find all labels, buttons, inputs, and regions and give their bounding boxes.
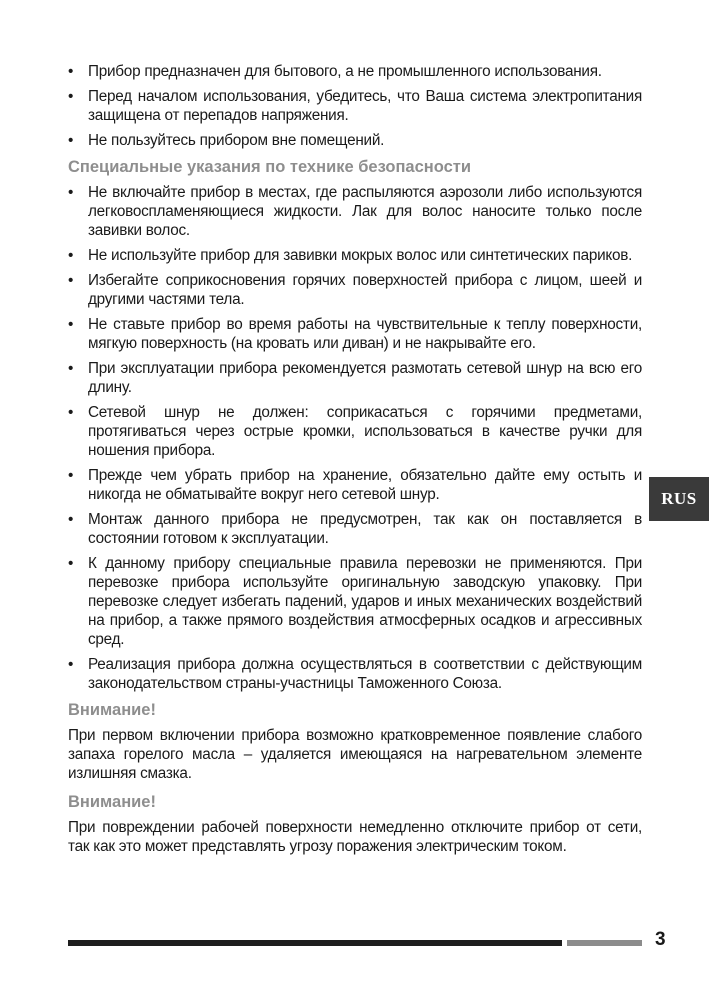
warning-text-1: При первом включении прибора возможно кратковременное появление слабого запаха горелого масла – удаляется имеющаяся на нагревательном элементе излишняя смазка. [68, 727, 642, 782]
general-list [68, 62, 642, 150]
bullet-icon: • [68, 360, 74, 377]
page-number: 3 [655, 929, 666, 950]
manual-page-content [68, 62, 642, 864]
list-item: • Сетевой шнур не должен: соприкасаться с горячими предметами, протягиваться через острые кромки, использоваться в качестве ручки для ношения прибора. [68, 404, 642, 459]
list-item: • Избегайте соприкосновения горячих поверхностей прибора с лицом, шеей и другими частями тела. [68, 272, 642, 308]
bullet-icon: • [68, 132, 74, 149]
list-item: • Не пользуйтесь прибором вне помещений. [68, 132, 385, 149]
list-item: • Не включайте прибор в местах, где распыляются аэрозоли либо используются легковоспламеняющиеся жидкости. Лак для волос наносите только после завивки волос. [68, 184, 642, 239]
bullet-icon: • [68, 316, 74, 333]
warning-heading-1: Внимание! [68, 701, 156, 719]
list-item: • Прежде чем убрать прибор на хранение, обязательно дайте ему остыть и никогда не обматывайте вокруг него сетевой шнур. [68, 467, 642, 503]
footer-bar-dark [68, 940, 562, 946]
bullet-icon: • [68, 247, 74, 264]
bullet-icon: • [68, 511, 74, 528]
list-item: • Не используйте прибор для завивки мокрых волос или синтетических париков. [68, 247, 633, 264]
warning-heading-2: Внимание! [68, 793, 156, 811]
safety-list [68, 183, 642, 693]
bullet-icon: • [68, 272, 74, 289]
list-item: • Не ставьте прибор во время работы на чувствительные к теплу поверхности, мягкую поверхность (на кровать или диван) и не накрывайте его. [68, 316, 642, 352]
list-item: • Реализация прибора должна осуществляться в соответствии с действующим законодательством страны-участницы Таможенного Союза. [68, 656, 642, 692]
list-item: • При эксплуатации прибора рекомендуется размотать сетевой шнур на всю его длину. [68, 360, 642, 396]
safety-heading: Специальные указания по технике безопасности [68, 158, 472, 176]
bullet-icon: • [68, 555, 74, 572]
bullet-icon: • [68, 88, 74, 105]
bullet-icon: • [68, 184, 74, 201]
bullet-icon: • [68, 467, 74, 484]
footer-bar-grey [567, 940, 642, 946]
language-tab: RUS [649, 477, 709, 521]
list-item: • Прибор предназначен для бытового, а не промышленного использования. [68, 63, 602, 80]
bullet-icon: • [68, 404, 74, 421]
warning-text-2: При повреждении рабочей поверхности немедленно отключите прибор от сети, так как это может представлять угрозу поражения электрическим током. [68, 819, 642, 855]
list-item: • К данному прибору специальные правила перевозки не применяются. При перевозке прибора используйте оригинальную заводскую упаковку. При перевозке следует избегать падений, ударов и иных механических воздействий на прибор, а также прямого воздействия атмосферных осадков и агрессивных сред. [68, 555, 642, 648]
list-item: • Перед началом использования, убедитесь, что Ваша система электропитания защищена от перепадов напряжения. [68, 88, 642, 124]
list-item: • Монтаж данного прибора не предусмотрен, так как он поставляется в состоянии готовом к эксплуатации. [68, 511, 642, 547]
bullet-icon: • [68, 63, 74, 80]
bullet-icon: • [68, 656, 74, 673]
